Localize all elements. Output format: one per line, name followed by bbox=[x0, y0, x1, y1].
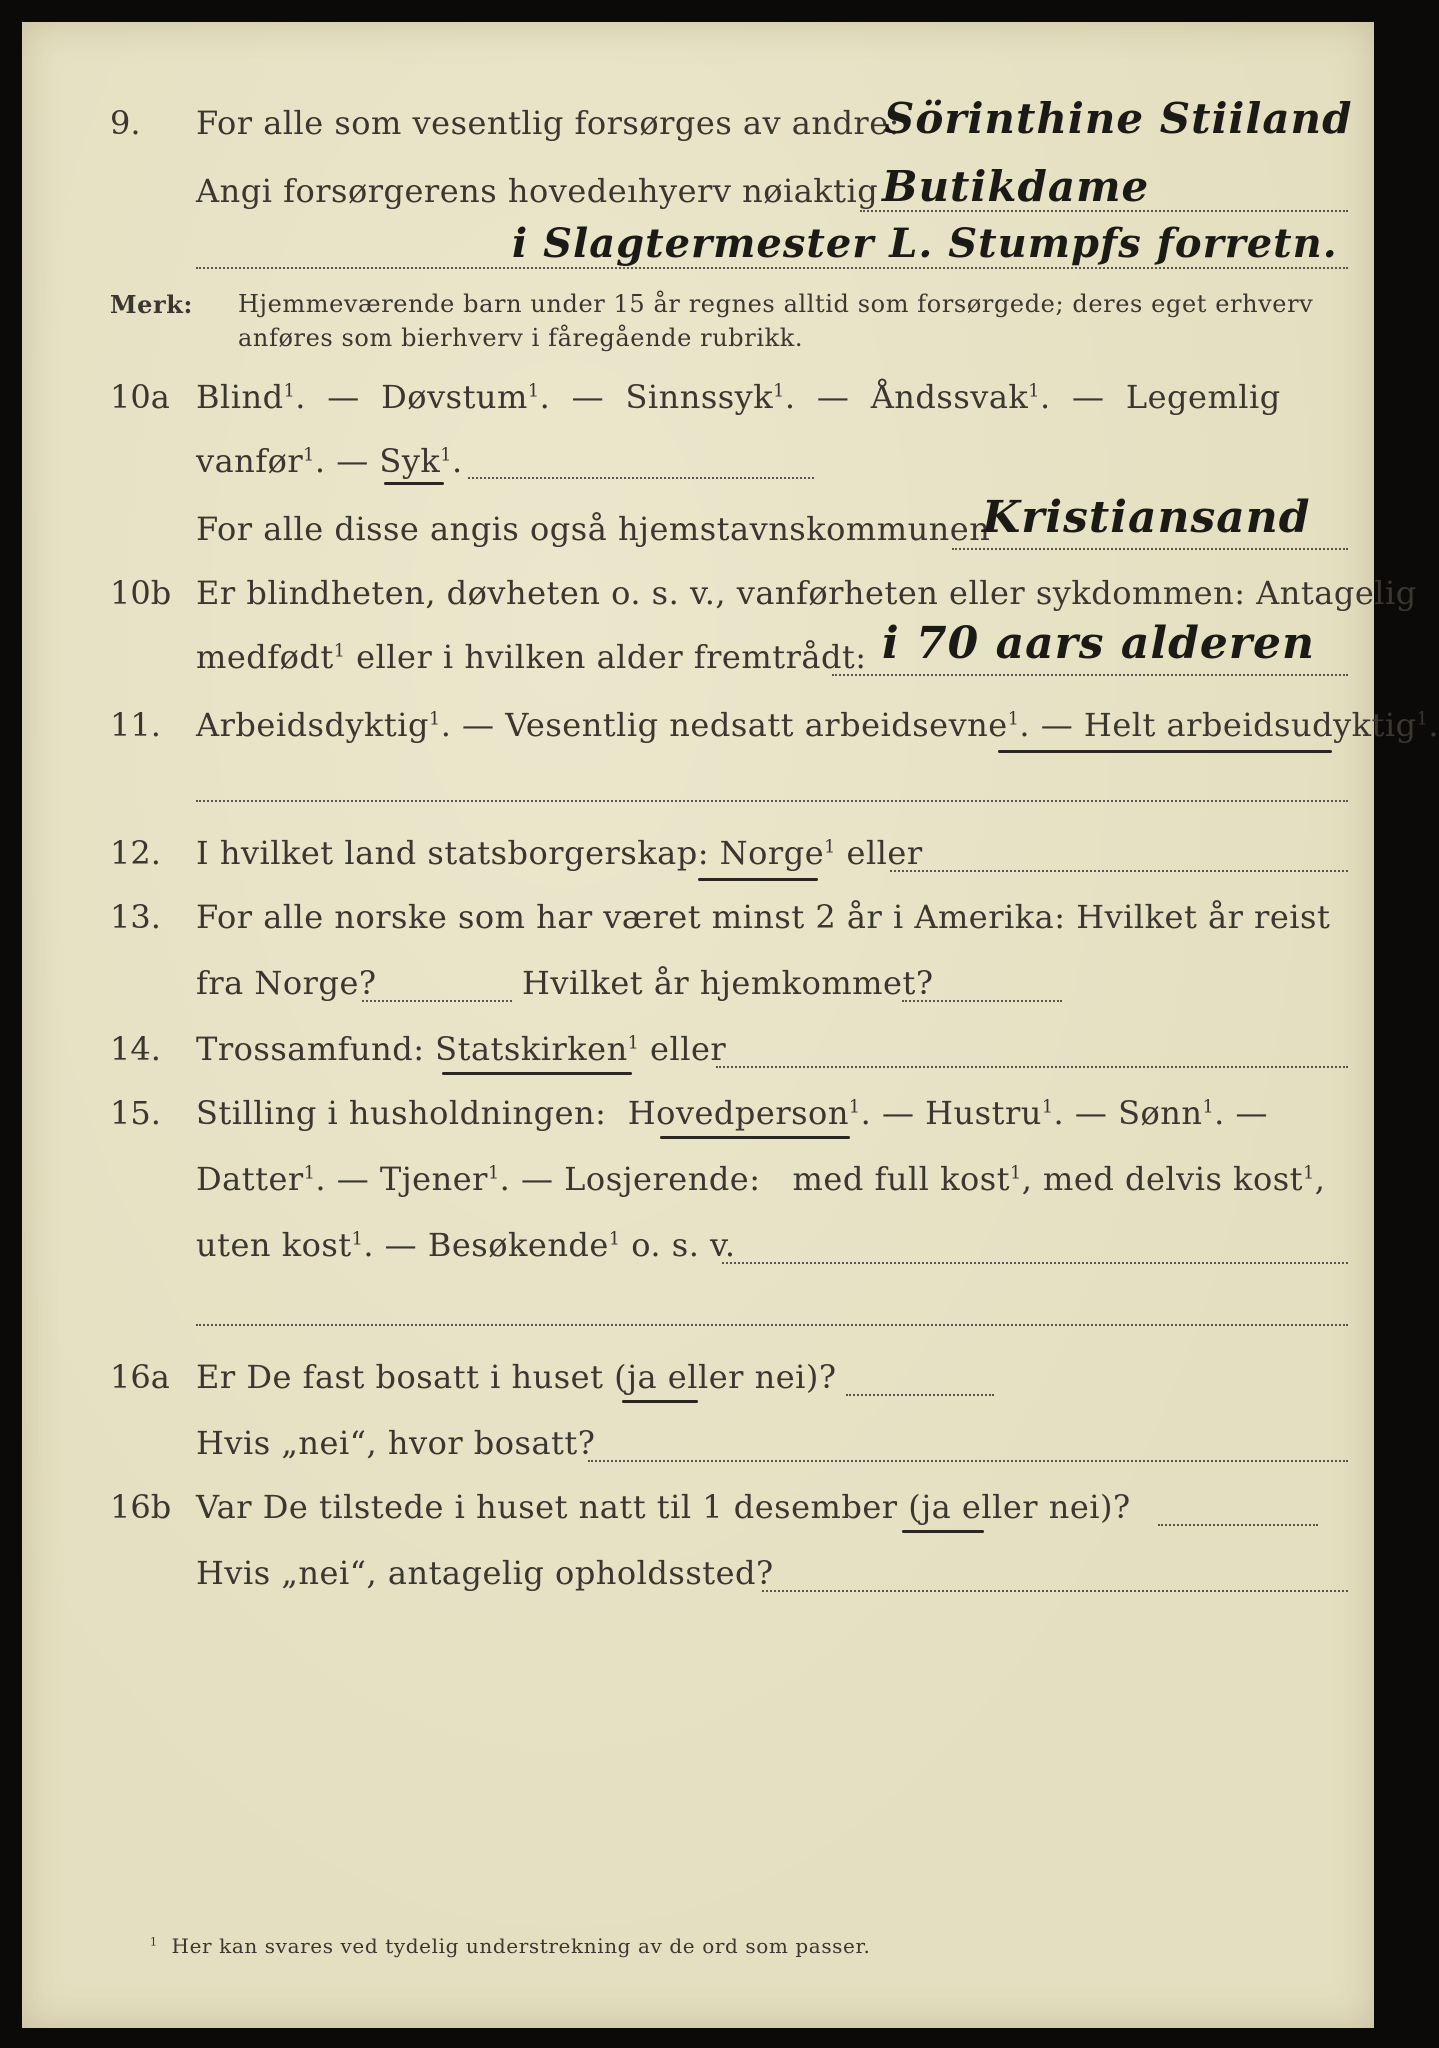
item-14-number: 14. bbox=[110, 1030, 161, 1068]
item-14-text: Trossamfund: Statskirken$^1$ eller bbox=[196, 1030, 727, 1068]
item-9-text: For alle som vesentlig forsørges av andre: bbox=[196, 104, 900, 142]
dotted-line bbox=[1158, 1524, 1318, 1526]
item-11-number: 11. bbox=[110, 706, 161, 744]
item-12-number: 12. bbox=[110, 834, 161, 872]
selected-option-norge: Norge bbox=[719, 834, 825, 872]
note-label: Merk: bbox=[110, 290, 193, 319]
item-9-occupation-label: Angi forsørgerens hovedeıhyerv nøiaktig bbox=[196, 172, 879, 210]
item-15-number: 15. bbox=[110, 1094, 161, 1132]
dotted-line bbox=[196, 800, 1348, 802]
item-10b-handwritten-age: i 70 aars alderen bbox=[882, 618, 1316, 669]
item-16a-if-no-label: Hvis „nei“, hvor bosatt? bbox=[196, 1424, 596, 1462]
item-10a-number: 10a bbox=[110, 378, 170, 416]
item-10b-number: 10b bbox=[110, 574, 172, 612]
item-9-handwritten-name: Sörinthine Stiiland bbox=[884, 94, 1353, 143]
underline-mark bbox=[698, 878, 818, 881]
item-13-emigrated-label: fra Norge? bbox=[196, 964, 377, 1002]
underline-mark bbox=[902, 1530, 984, 1533]
dotted-line bbox=[362, 1000, 512, 1002]
item-10b-text: Er blindheten, døvheten o. s. v., vanførheten eller sykdommen: Antagelig bbox=[196, 574, 1417, 612]
underline-mark bbox=[998, 750, 1332, 753]
item-10b-line-2: medfødt$^1$ eller i hvilken alder fremtrådt: bbox=[196, 638, 867, 676]
item-15-text: Stilling i husholdningen: Hovedperson$^1$. — Hustru$^1$. — Sønn$^1$. — bbox=[196, 1094, 1269, 1132]
dotted-line bbox=[468, 477, 814, 479]
selected-option-statskirken: Statskirken bbox=[435, 1030, 628, 1068]
item-11-options: Arbeidsdyktig$^1$. — Vesentlig nedsatt arbeidsevne$^1$. — Helt arbeidsudyktig$^1$. bbox=[196, 706, 1439, 744]
underline-mark bbox=[442, 1072, 632, 1075]
item-16b-number: 16b bbox=[110, 1488, 172, 1526]
dotted-line bbox=[722, 1262, 1348, 1264]
item-16b-text: Var De tilstede i huset natt til 1 desember (ja eller nei)? bbox=[196, 1488, 1131, 1526]
item-10a-handwritten-municipality: Kristiansand bbox=[982, 492, 1311, 543]
selected-option-hovedperson: Hovedperson bbox=[627, 1094, 849, 1132]
item-13-returned-label: Hvilket år hjemkommet? bbox=[522, 964, 934, 1002]
item-10a-home-municipality-label: For alle disse angis også hjemstavnskommunen bbox=[196, 510, 991, 548]
note-line-2: anføres som bierhverv i fåregående rubrikk. bbox=[238, 324, 804, 352]
selected-option-syk: Syk bbox=[379, 442, 441, 480]
dotted-line bbox=[196, 1324, 1348, 1326]
dotted-line bbox=[952, 548, 1348, 550]
selected-option-helt-arbeidsudyktig: Helt arbeidsudyktig bbox=[1083, 706, 1417, 744]
item-9-handwritten-employer: i Slagtermester L. Stumpfs forretn. bbox=[512, 220, 1338, 267]
selected-option-ja: (ja bbox=[614, 1358, 658, 1396]
dotted-line bbox=[716, 1066, 1348, 1068]
item-13-text: For alle norske som har været minst 2 år i Amerika: Hvilket år reist bbox=[196, 898, 1331, 936]
dotted-line bbox=[196, 267, 1348, 269]
underline-mark bbox=[660, 1136, 850, 1139]
underline-mark bbox=[622, 1400, 698, 1403]
item-9-handwritten-occupation: Butikdame bbox=[882, 162, 1150, 211]
item-16b-if-no-label: Hvis „nei“, antagelig opholdssted? bbox=[196, 1554, 774, 1592]
dotted-line bbox=[846, 1394, 994, 1396]
footnote: $^1$ Her kan svares ved tydelig understrekning av de ord som passer. bbox=[150, 1934, 871, 1958]
item-15-line-3: uten kost$^1$. — Besøkende$^1$ o. s. v. bbox=[196, 1226, 736, 1264]
dotted-line bbox=[832, 674, 1348, 676]
underline-mark bbox=[384, 482, 444, 485]
dotted-line bbox=[588, 1460, 1348, 1462]
note-line-1: Hjemmeværende barn under 15 år regnes alltid som forsørgede; deres eget erhverv bbox=[238, 290, 1314, 318]
dotted-line bbox=[902, 1000, 1062, 1002]
item-15-line-2: Datter$^1$. — Tjener$^1$. — Losjerende: med full kost$^1$, med delvis kost$^1$, bbox=[196, 1160, 1326, 1198]
census-form-page bbox=[22, 22, 1439, 2028]
dotted-line bbox=[762, 1590, 1348, 1592]
item-9-number: 9. bbox=[110, 104, 141, 142]
dotted-line bbox=[890, 870, 1348, 872]
item-16a-text: Er De fast bosatt i huset (ja eller nei)? bbox=[196, 1358, 837, 1396]
item-13-number: 13. bbox=[110, 898, 161, 936]
item-12-text: I hvilket land statsborgerskap: Norge$^1$ eller bbox=[196, 834, 923, 872]
item-10a-line-2: vanfør$^1$. — Syk$^1$. bbox=[196, 442, 463, 480]
selected-option-ja: (ja bbox=[908, 1488, 952, 1526]
item-10a-options: Blind$^1$. — Døvstum$^1$. — Sinnssyk$^1$. — Åndssvak$^1$. — Legemlig bbox=[196, 378, 1281, 416]
item-16a-number: 16a bbox=[110, 1358, 170, 1396]
